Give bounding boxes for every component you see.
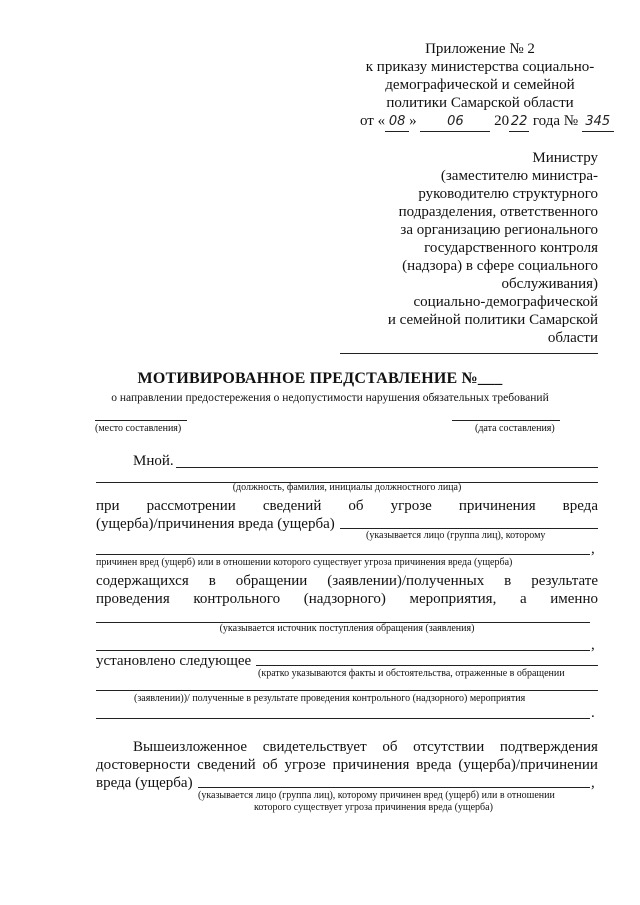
word: содержащихся [96,573,189,589]
addressee-line-3: руководителю структурного [418,186,598,202]
word: обращении [235,573,308,589]
date-hint: (дата составления) [475,423,555,434]
word: причинения [332,757,410,773]
para1-line1 [96,497,598,515]
harm-line [96,554,590,555]
word: об [262,757,278,773]
word: угрозе [284,757,326,773]
word: подтверждения [499,739,598,755]
word: а [519,591,527,607]
word: именно [550,591,598,607]
person-hint-3: которого существует угроза причинения вреда (ущерба) [254,802,493,813]
addressee-line-7: (надзора) в сфере социального [402,258,598,274]
word: Вышеизложенное [133,739,248,755]
appendix-ministry-line: демографической и семейной [385,77,575,93]
place-hint: (место составления) [95,423,182,434]
date-day: 08 [385,113,409,132]
date-line [452,420,560,421]
addressee-line-8: обслуживания) [501,276,598,292]
facts-line-2 [96,690,598,691]
appendix-order-line: к приказу министерства социально- [365,59,595,75]
harm-comma: , [591,541,595,557]
para3-line2 [96,756,598,774]
place-line [95,420,187,421]
addressee-line-2: (заместителю министра- [440,168,598,184]
word: результате [531,573,598,589]
word: сведений [197,757,256,773]
official-line-1 [176,467,598,468]
addressee-line-10: и семейной политики Самарской [387,312,598,328]
addressee-line-6: государственного контроля [424,240,598,256]
date-year-suffix: 22 [509,113,529,132]
date-day-close: » [409,113,417,129]
word: мероприятия, [409,591,497,607]
para2-line2 [96,590,598,608]
person-comma-2: , [591,775,595,791]
word: об [382,739,398,755]
word: в [208,573,216,589]
word: угрозе [390,498,432,514]
facts-line-3 [96,718,590,719]
word: рассмотрении [146,498,236,514]
date-year-word: года № [532,113,579,129]
word: (ущерба)/причинении [458,757,598,773]
addressee-signature-line [340,353,598,354]
appendix-block [360,40,611,132]
word: при [96,498,120,514]
official-hint: (должность, фамилия, инициалы должностного лица) [232,482,462,493]
order-number: 345 [582,113,614,132]
addressee-block [320,149,598,347]
appendix-title: Приложение № 2 [425,41,535,57]
para2-line1 [96,572,598,590]
person-hint: (указывается лицо (группа лиц), которому [366,530,546,541]
person-line-2 [198,787,590,788]
word: об [348,498,364,514]
addressee-line-9: социально-демографической [413,294,598,310]
word: вреда [416,757,452,773]
facts-dot: . [591,705,595,721]
para3-line1 [133,738,598,756]
source-comma: , [591,637,595,653]
document-title: МОТИВИРОВАННОЕ ПРЕДСТАВЛЕНИЕ №___ [137,370,503,387]
date-month: 06 [420,113,490,132]
by-me-label: Мной. [133,453,174,469]
date-prefix: от « [360,113,386,129]
appendix-region-line: политики Самарской области [386,95,574,111]
facts-hint: (кратко указываются факты и обстоятельства, отраженные в обращении [258,668,565,679]
para1-line2: (ущерба)/причинения вреда (ущерба) [96,516,335,532]
harm-hint: причинен вред (ущерб) или в отношении которого существует угроза причинения вреда (ущерба) [96,557,513,568]
document-subtitle: о направлении предостережения о недопустимости нарушения обязательных требований [111,392,549,404]
person-line [340,528,598,529]
date-year-prefix: 20 [494,113,510,129]
addressee-line-1: Министру [532,150,598,166]
appendix-date-line [360,112,611,132]
source-line-2 [96,650,590,651]
source-hint: (указывается источник поступления обращения (заявления) [219,623,475,634]
established-label: установлено следующее [96,653,252,669]
word: причинения [458,498,536,514]
word: отсутствии [413,739,485,755]
word: свидетельствует [262,739,367,755]
word: (заявлении)/полученных [327,573,485,589]
facts-hint-2: (заявлении))/ полученные в результате проведения контрольного (надзорного) мероприятия [134,693,526,704]
addressee-line-4: подразделения, ответственного [398,204,598,220]
word: проведения [96,591,170,607]
addressee-line-5: за организацию регионального [400,222,598,238]
word: контрольного [193,591,281,607]
word: достоверности [96,757,191,773]
facts-line [256,665,598,666]
word: в [504,573,512,589]
word: вреда [562,498,598,514]
word: сведений [262,498,322,514]
word: (надзорного) [303,591,386,607]
addressee-line-11: области [547,330,598,346]
person-hint-2: (указывается лицо (группа лиц), которому причинен вред (ущерб) или в отношении [198,790,555,801]
para3-line3: вреда (ущерба) [96,775,193,791]
